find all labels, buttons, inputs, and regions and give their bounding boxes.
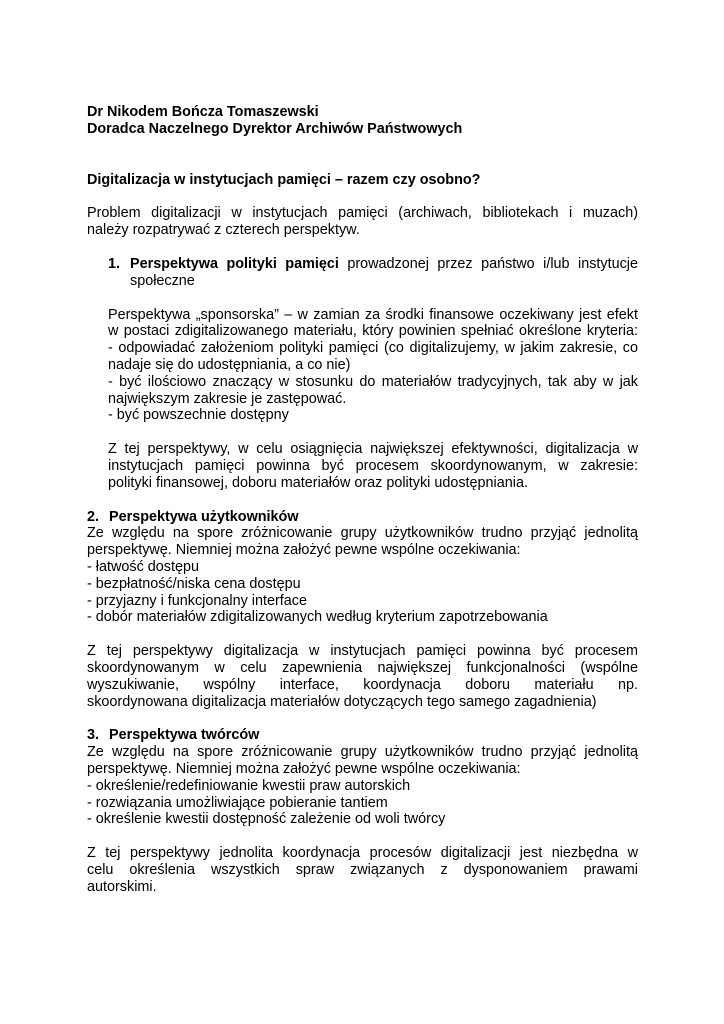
section-2-heading-text: Perspektywa użytkowników <box>109 508 299 525</box>
bullet-item: - dobór materiałów zdigitalizowanych według kryterium zapotrzebowania <box>87 609 548 626</box>
section-2-heading <box>87 509 638 526</box>
section-1-conclusion <box>108 441 638 491</box>
paragraph-line: celu określenia wszystkich spraw związanych z dysponowaniem prawami <box>87 861 638 878</box>
paragraph-line: Z tej perspektywy digitalizacja w instytucjach pamięci powinna być procesem <box>87 643 638 660</box>
section-number: 1. <box>108 255 121 272</box>
paragraph-line: instytucjach pamięci powinna być procesem skoordynowanym, w zakresie: <box>108 457 638 474</box>
section-1 <box>87 256 638 492</box>
paragraph-line: Z tej perspektywy jednolita koordynacja procesów digitalizacji jest niezbędna w <box>87 845 638 862</box>
paragraph-line: Perspektywa „sponsorska” – w zamian za środki finansowe oczekiwany jest efekt <box>108 306 638 323</box>
document-title: Digitalizacja w instytucjach pamięci – razem czy osobno? <box>87 171 481 188</box>
paragraph-line: perspektywę. Niemniej można założyć pewne wspólne oczekiwania: <box>87 542 521 559</box>
section-2 <box>87 509 638 711</box>
bullet-item: - łatwość dostępu <box>87 558 199 575</box>
author-role: Doradca Naczelnego Dyrektor Archiwów Państwowych <box>87 120 463 137</box>
intro-line: należy rozpatrywać z czterech perspektyw. <box>87 222 360 239</box>
bullet-item: - rozwiązania umożliwiające pobieranie tantiem <box>87 794 388 811</box>
paragraph-line: w postaci zdigitalizowanego materiału, który powinien spełniać określone kryteria: <box>108 323 638 340</box>
section-3-heading-text: Perspektywa twórców <box>109 727 260 744</box>
paragraph-line: wyszukiwanie, wspólny interface, koordynacja doboru materiału np. <box>87 676 638 693</box>
bullet-item: - odpowiadać założeniom polityki pamięci (co digitalizujemy, w jakim zakresie, co <box>108 340 638 357</box>
sponsor-paragraph <box>108 307 638 425</box>
bullet-item: - określenie/redefiniowanie kwestii praw autorskich <box>87 777 411 794</box>
section-1-heading <box>108 256 638 290</box>
intro-paragraph <box>87 205 638 239</box>
section-3 <box>87 727 638 895</box>
paragraph-line: autorskimi. <box>87 878 157 895</box>
bullet-item: - określenie kwestii dostępność zależenie od woli twórcy <box>87 811 446 828</box>
bullet-item: - być ilościowo znaczący w stosunku do materiałów tradycyjnych, tak aby w jak <box>108 373 638 390</box>
paragraph-line: perspektywę. Niemniej można założyć pewne wspólne oczekiwania: <box>87 760 521 777</box>
section-number: 2. <box>87 508 100 525</box>
bullet-item: największym zakresie je zastępować. <box>108 390 347 407</box>
bullet-item: - przyjazny i funkcjonalny interface <box>87 592 307 609</box>
author-name: Dr Nikodem Bończa Tomaszewski <box>87 104 319 120</box>
bullet-item: nadaje się do udostępniania, a co nie) <box>108 356 351 373</box>
paragraph-line: Ze względu na spore zróżnicowanie grupy użytkowników trudno przyjąć jednolitą <box>87 525 638 542</box>
section-1-heading-rest: prowadzonej przez państwo i/lub instytucje <box>338 255 638 272</box>
paragraph-line: skoordynowanym w celu zapewnienia największej funkcjonalności (wspólne <box>87 659 638 676</box>
bullet-item: - być powszechnie dostępny <box>108 407 289 424</box>
document-content <box>87 104 638 895</box>
intro-line: Problem digitalizacji w instytucjach pamięci (archiwach, bibliotekach i muzach) <box>87 205 638 222</box>
paragraph-line: Z tej perspektywy, w celu osiągnięcia największej efektywności, digitalizacja w <box>108 441 638 458</box>
bullet-item: - bezpłatność/niska cena dostępu <box>87 575 301 592</box>
paragraph-line: Ze względu na spore zróżnicowanie grupy użytkowników trudno przyjąć jednolitą <box>87 744 638 761</box>
section-3-heading <box>87 727 638 744</box>
section-1-heading-bold: Perspektywa polityki pamięci <box>130 255 339 272</box>
paragraph-line: skoordynowana digitalizacja materiałów dotyczących tego samego zagadnienia) <box>87 693 597 710</box>
section-1-heading-rest: społeczne <box>130 272 195 289</box>
section-number: 3. <box>87 727 100 744</box>
paragraph-line: polityki finansowej, doboru materiałów oraz polityki udostępniania. <box>108 474 528 491</box>
